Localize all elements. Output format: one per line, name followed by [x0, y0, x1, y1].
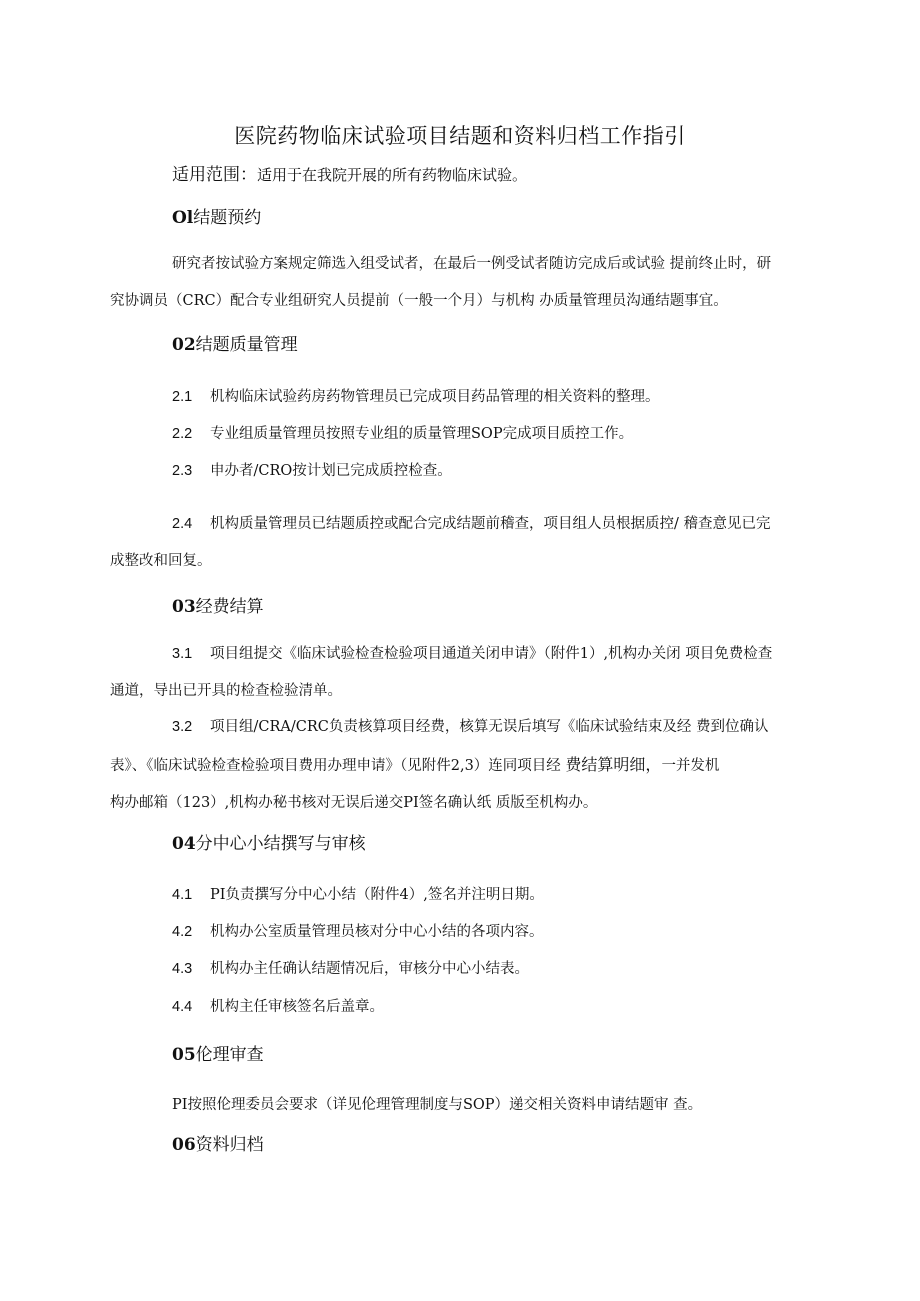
paragraph-line: 究协调员（CRC）配合专业组研究人员提前（一般一个月）与机构 办质量管理员沟通结题事宜。: [110, 293, 728, 309]
section-number: 05: [172, 1045, 196, 1065]
section-05-paragraph: PI按照伦理委员会要求（详见伦理管理制度与SOP）递交相关资料申请结题审 查。: [172, 1097, 703, 1113]
section-number: 06: [172, 1135, 196, 1155]
section-title: 伦理审查: [195, 1045, 264, 1065]
paragraph-line: 2.4 机构质量管理员已结题质控或配合完成结题前稽查，项目组人员根据质控/ 稽查意见已完: [172, 516, 771, 532]
paragraph-line: 表》、《临床试验检查检验项目费用办理申请》（见附件2,3）连同项目经 费结算明细，一并发机: [110, 755, 720, 774]
section-heading-05: [172, 1040, 264, 1065]
list-item-2-4: [110, 506, 815, 580]
section-01-paragraph: [110, 246, 815, 320]
list-item-3-1: [110, 636, 815, 710]
list-item-4-4: 4.4 机构主任审核签名后盖章。: [172, 999, 384, 1015]
paragraph-line: 成整改和回复。: [110, 553, 212, 569]
paragraph-line: 研究者按试验方案规定筛选入组受试者，在最后一例受试者随访完成后或试验 提前终止时，研: [172, 256, 772, 272]
section-number: Ol: [172, 208, 194, 228]
section-title: 经费结算: [195, 597, 264, 617]
section-number: 03: [172, 597, 196, 617]
list-item-4-1: 4.1 PI负责撰写分中心小结（附件4）,签名并注明日期。: [172, 887, 544, 903]
list-item-4-2: 4.2 机构办公室质量管理员核对分中心小结的各项内容。: [172, 924, 544, 940]
list-item-2-2: 2.2 专业组质量管理员按照专业组的质量管理SOP完成项目质控工作。: [172, 426, 634, 442]
section-heading-06: [172, 1130, 264, 1155]
section-title: 资料归档: [195, 1135, 264, 1155]
scope-text: 适用于在我院开展的所有药物临床试验。: [257, 166, 528, 184]
document-title: 医院药物临床试验项目结题和资料归档工作指引: [234, 124, 686, 148]
paragraph-line: 3.1 项目组提交《临床试验检查检验项目通道关闭申请》（附件1）,机构办关闭 项目免费检查: [172, 646, 773, 662]
list-item-3-2: [110, 709, 815, 822]
list-item-2-3: 2.3 申办者/CRO按计划已完成质控检查。: [172, 463, 452, 479]
section-heading-03: [172, 592, 264, 617]
scope-label: 适用范围：: [172, 165, 257, 185]
section-heading-04: [172, 829, 366, 854]
paragraph-line: 3.2 项目组/CRA/CRC负责核算项目经费，核算无误后填写《临床试验结束及经 费到位确认: [172, 719, 769, 735]
section-title: 结题预约: [193, 208, 262, 228]
section-heading-01: [172, 203, 261, 228]
list-item-2-1: 2.1 机构临床试验药房药物管理员已完成项目药品管理的相关资料的整理。: [172, 389, 660, 405]
section-number: 02: [172, 335, 196, 355]
section-heading-02: [172, 330, 298, 355]
section-title: 分中心小结撰写与审核: [195, 834, 366, 854]
paragraph-line: 构办邮箱（123）,机构办秘书核对无误后递交PI签名确认纸 质版至机构办。: [110, 795, 598, 811]
paragraph-line: 通道，导出已开具的检查检验清单。: [110, 683, 342, 699]
section-title: 结题质量管理: [195, 335, 298, 355]
list-item-4-3: 4.3 机构办主任确认结题情况后，审核分中心小结表。: [172, 961, 529, 977]
section-number: 04: [172, 834, 196, 854]
scope-line: [172, 160, 527, 185]
